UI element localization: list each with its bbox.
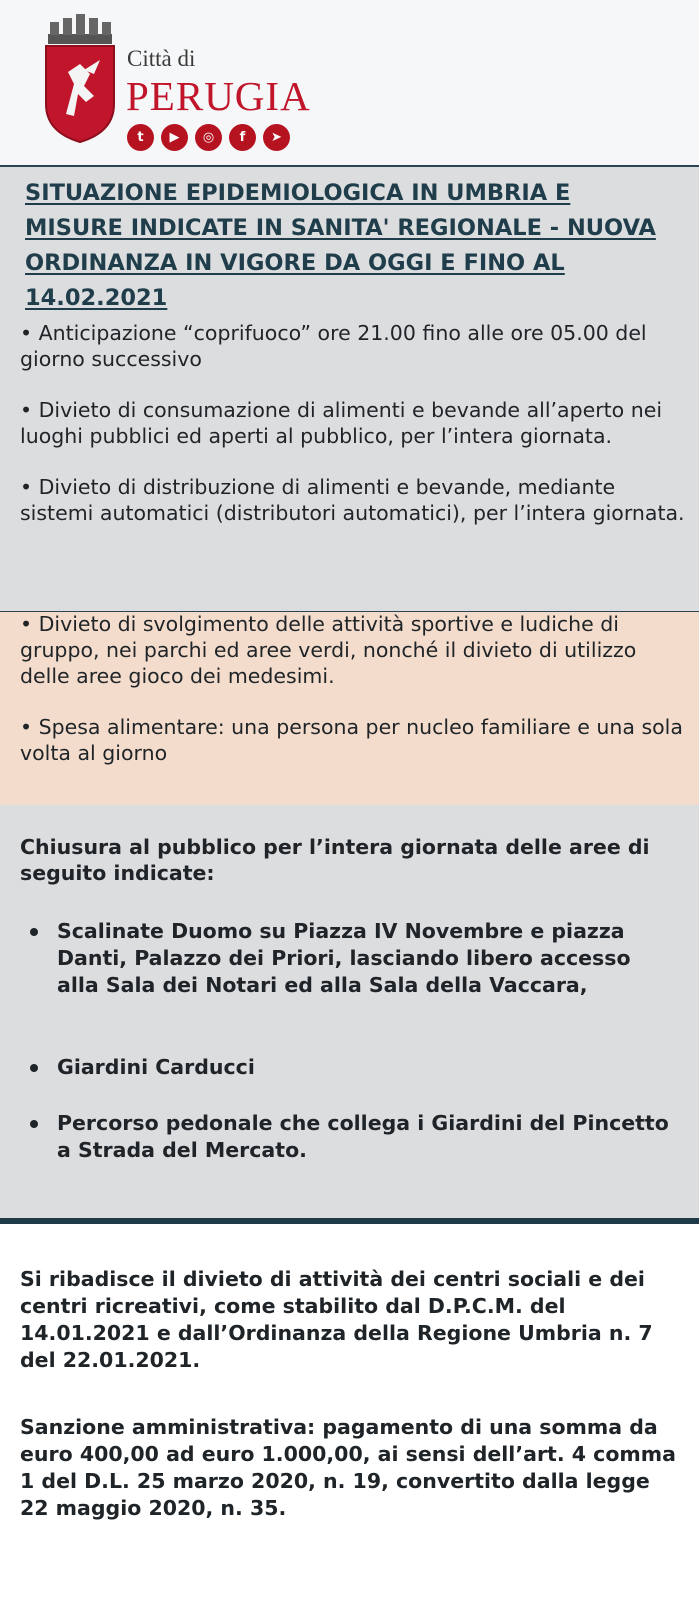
bullet-icon [30, 928, 38, 936]
measure-item: • Spesa alimentare: una persona per nucleo familiare e una sola volta al giorno [20, 715, 683, 765]
area-label: Scalinate Duomo su Piazza IV Novembre e piazza Danti, Palazzo dei Priori, lasciando libero accesso alla Sala dei Notari ed alla Sala della Vaccara, [57, 919, 631, 997]
highlighted-list [20, 611, 685, 791]
telegram-icon[interactable]: ➤ [263, 124, 290, 151]
instagram-icon[interactable]: ◎ [195, 124, 222, 151]
page-title: SITUAZIONE EPIDEMIOLOGICA IN UMBRIA E MISURE INDICATE IN SANITA' REGIONALE - NUOVA ORDINANZA IN VIGORE DA OGGI E FINO AL 14.02.2021 [25, 180, 656, 311]
area-label: Percorso pedonale che collega i Giardini del Pincetto a Strada del Mercato. [57, 1111, 669, 1162]
measure-item: • Divieto di svolgimento delle attività sportive e ludiche di gruppo, nei parchi ed aree verdi, nonché il divieto di utilizzo delle aree gioco dei medesimi. [20, 612, 637, 688]
list-item [30, 918, 670, 999]
closure-intro: Chiusura al pubblico per l’intera giornata delle aree di seguito indicate: [20, 835, 650, 885]
bullet-icon [30, 1120, 38, 1128]
area-label: Giardini Carducci [57, 1055, 255, 1079]
footer-sanction: Sanzione amministrativa: pagamento di una somma da euro 400,00 ad euro 1.000,00, ai sensi dell’art. 4 comma 1 del D.L. 25 marzo 2020, n. 19, convertito dalla legge 22 maggio 2020, n. 35. [20, 1415, 676, 1520]
measure-item: • Divieto di distribuzione di alimenti e bevande, mediante sistemi automatici (distributori automatici), per l’intera giornata. [20, 475, 685, 525]
measure-item: • Divieto di consumazione di alimenti e bevande all’aperto nei luoghi pubblici ed aperti al pubblico, per l’intera giornata. [20, 398, 663, 448]
twitter-icon[interactable]: t [127, 124, 154, 151]
footer-note: Si ribadisce il divieto di attività dei centri sociali e dei centri ricreativi, come stabilito dal D.P.C.M. del 14.01.2021 e dall’Ordinanza della Regione Umbria n. 7 del 22.01.2021. [20, 1267, 653, 1372]
bullet-icon [30, 1064, 38, 1072]
measures-list [20, 320, 685, 551]
header [0, 0, 699, 165]
coat-of-arms-icon [44, 44, 116, 144]
facebook-icon[interactable]: f [229, 124, 256, 151]
measure-item: • Anticipazione “coprifuoco” ore 21.00 fino alle ore 05.00 del giorno successivo [20, 321, 647, 371]
city-name: PERUGIA [126, 73, 311, 119]
social-links [127, 124, 290, 151]
youtube-icon[interactable]: ▶ [161, 124, 188, 151]
crown-icon [44, 8, 116, 46]
city-label: Città di [127, 46, 196, 71]
list-item [30, 1110, 670, 1164]
list-item [30, 1054, 670, 1081]
